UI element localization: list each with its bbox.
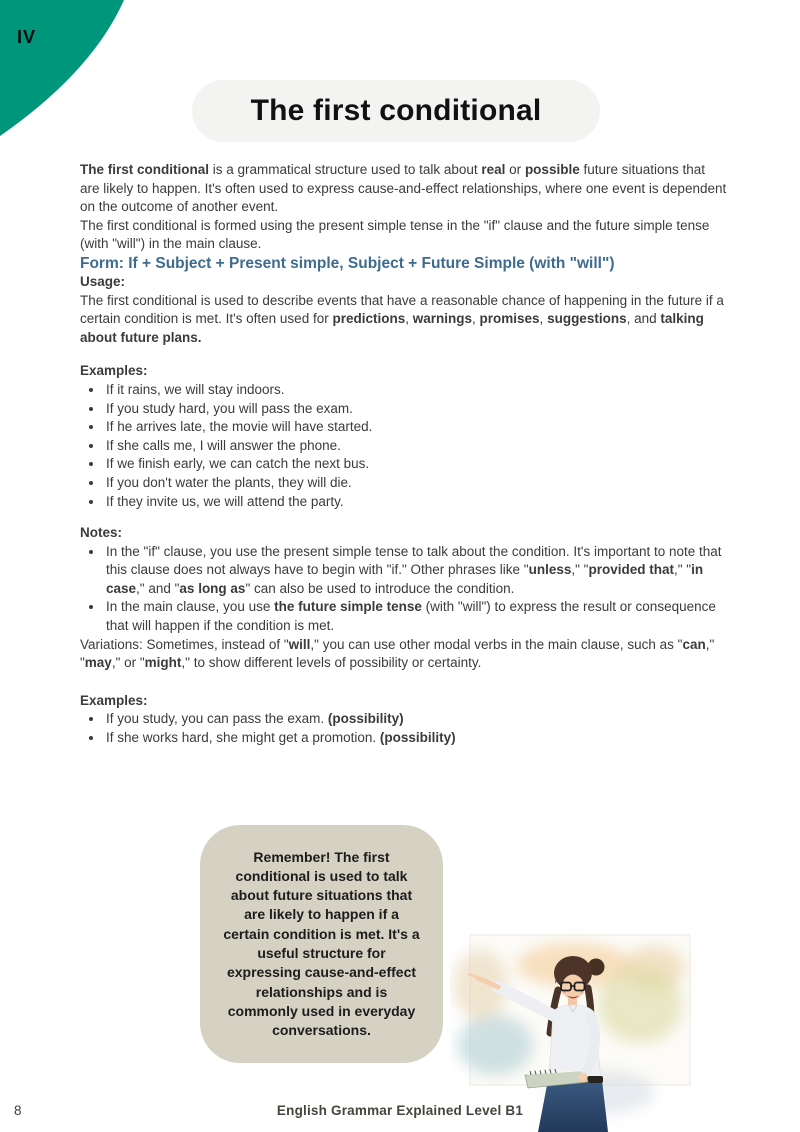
example-item: • If they invite us, we will attend the party. <box>104 493 728 512</box>
notes-label: Notes: <box>80 525 123 541</box>
intro-paragraph-1: The first conditional is a grammatical structure used to talk about real or possible future situations that are likely to happen. It's often used to express cause-and-effect relationships, where one event is dependent on the outcome of another event. <box>80 162 727 215</box>
example-item: • If it rains, we will stay indoors. <box>104 381 728 400</box>
main-content <box>80 161 728 748</box>
example-item: • If you study, you can pass the exam. (possibility) <box>104 710 728 729</box>
examples-list-1 <box>80 381 728 511</box>
footer-brand: English Grammar Explained Level B1 <box>276 1103 524 1118</box>
reminder-bubble-text: Remember! The first conditional is used to talk about future situations that are likely to happen if a certain condition is met. It's a useful structure for expressing cause-and-effect relationships and is commonly used in everyday conversations. <box>223 848 420 1039</box>
example-item: • If he arrives late, the movie will have started. <box>104 418 728 437</box>
page-number: 8 <box>14 1103 22 1118</box>
reminder-bubble <box>200 825 443 1063</box>
form-heading: Form: If + Subject + Present simple, Subject + Future Simple (with "will") <box>80 254 615 272</box>
usage-paragraph: The first conditional is used to describe events that have a reasonable chance of happening in the future if a certain condition is met. It's often used for predictions, warnings, promises, suggestions, and talking about future plans. <box>80 292 724 345</box>
note-item: • In the main clause, you use the future simple tense (with "will") to express the result or consequence that will happen if the condition is met. <box>104 598 728 635</box>
chapter-numeral: IV <box>17 27 37 47</box>
intro-paragraph-2: The first conditional is formed using the present simple tense in the "if" clause and the future simple tense (with "will") in the main clause. <box>80 217 710 252</box>
examples-label-2: Examples: <box>80 692 148 708</box>
example-item: • If we finish early, we can catch the next bus. <box>104 455 728 474</box>
corner-blob-shape <box>0 0 130 140</box>
examples-list-2 <box>80 710 728 747</box>
corner-blob-svg <box>0 0 130 140</box>
example-item: • If she works hard, she might get a promotion. (possibility) <box>104 729 728 748</box>
teacher-illustration <box>450 920 710 1132</box>
usage-label: Usage: <box>80 273 126 289</box>
notes-list <box>80 543 728 636</box>
example-item: • If you don't water the plants, they will die. <box>104 474 728 493</box>
teacher-illustration-svg <box>450 920 710 1132</box>
examples-label-1: Examples: <box>80 363 148 379</box>
title-pill <box>192 80 600 142</box>
example-item: • If she calls me, I will answer the phone. <box>104 437 728 456</box>
example-item: • If you study hard, you will pass the exam. <box>104 400 728 419</box>
note-item: • In the "if" clause, you use the present simple tense to talk about the condition. It's important to note that this clause does not always have to begin with "if." Other phrases like "unless," "provided that," "in case," and "as long as" can also be used to introduce the condition. <box>104 543 728 599</box>
variations-paragraph: Variations: Sometimes, instead of "will," you can use other modal verbs in the main clause, such as "can," "may," or "might," to show different levels of possibility or certainty. <box>80 636 715 671</box>
page-title: The first conditional <box>250 94 542 127</box>
